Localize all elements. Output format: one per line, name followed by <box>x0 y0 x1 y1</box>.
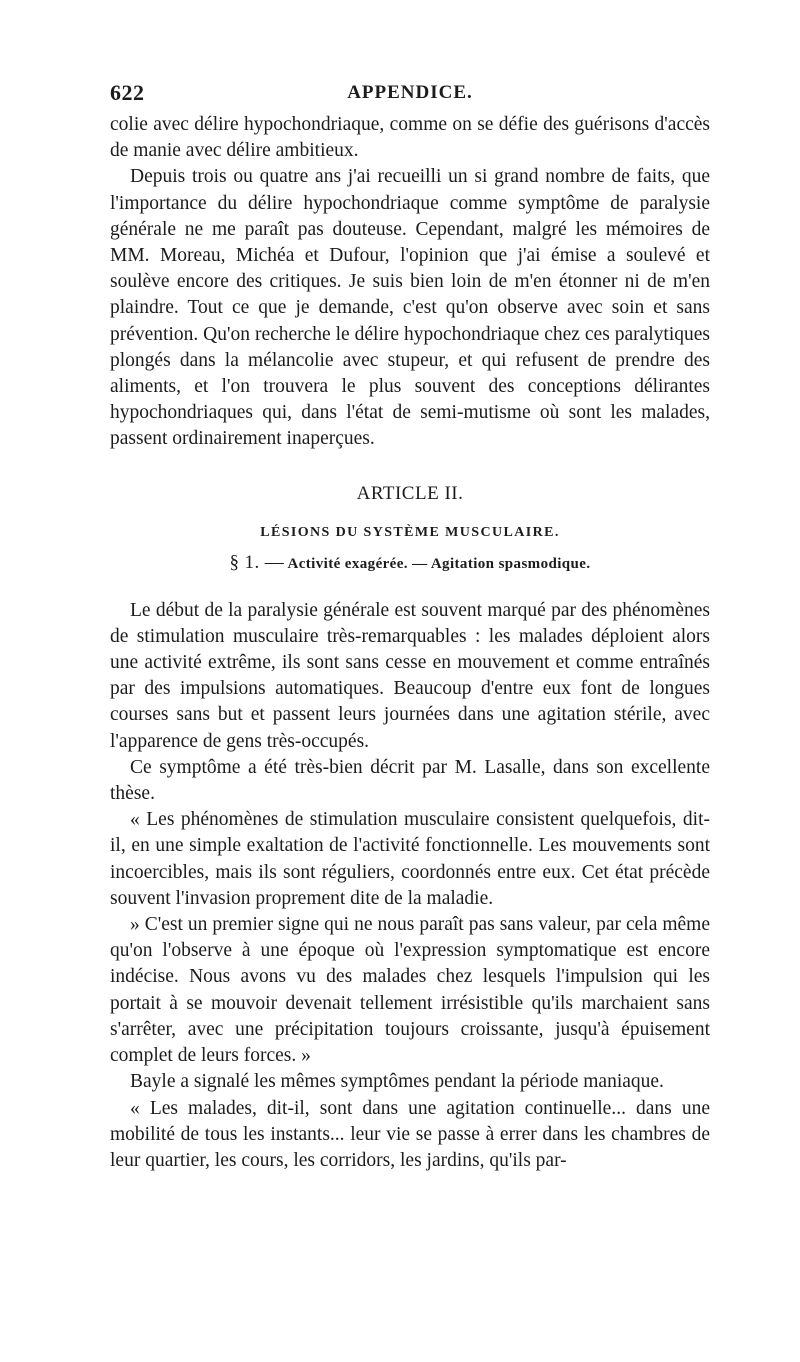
paragraph: « Les phénomènes de stimulation musculaire consistent quelquefois, dit-il, en une simple exaltation de l'activité fonctionnelle. Les mouvements sont incoercibles, mais ils sont réguliers, coordonnés entre eux. Cet état précède souvent l'invasion proprement dite de la maladie. <box>110 809 710 909</box>
paragraph: Le début de la paralysie générale est souvent marqué par des phénomènes de stimulation musculaire très-remarquables : les malades déploient alors une activité extrême, ils sont sans cesse en mouvement et comme entraînés par des impulsions automatiques. Beaucoup d'entre eux font de longues courses sans but et passent leurs journées dans une agitation stérile, avec l'apparence de gens très-occupés. <box>110 599 710 752</box>
paragraph: colie avec délire hypochondriaque, comme on se défie des guérisons d'accès de manie avec délire ambitieux. <box>110 114 710 162</box>
paragraph: Depuis trois ou quatre ans j'ai recueilli un si grand nombre de faits, que l'importance du délire hypochondriaque comme symptôme de paralysie générale ne me paraît pas douteuse. Cependant, malgré les mémoires de MM. Moreau, Michéa et Dufour, l'opinion que j'ai émise a soulevé et soulève encore des critiques. Je suis bien loin de m'en étonner ni de m'en plaindre. Tout ce que je demande, c'est qu'on observe avec soin et sans prévention. Qu'on recherche le délire hypochondriaque chez ces paralytiques plongés dans la mélancolie avec stupeur, et qui refusent de prendre des aliments, et l'on trouvera le plus souvent des conceptions délirantes hypochondriaques qui, dans l'état de semi-mutisme où sont les malades, passent ordinairement inaperçues. <box>110 166 710 450</box>
section-title: LÉSIONS DU SYSTÈME MUSCULAIRE. <box>260 524 560 540</box>
paragraph: Bayle a signalé les mêmes symptômes pendant la période maniaque. <box>130 1071 664 1093</box>
body-text <box>110 112 710 1174</box>
subsection-heading <box>110 551 710 576</box>
article-title: ARTICLE II. <box>356 482 464 504</box>
paragraph: » C'est un premier signe qui ne nous paraît pas sans valeur, par cela même qu'on l'observe à une époque où l'expression symptomatique est encore indécise. Nous avons vu des malades chez lesquels l'impulsion qui les portait à se mouvoir devenait tellement irrésistible qu'ils marchaient sans s'arrêter, avec une précipitation toujours croissante, jusqu'à épuisement complet de leurs forces. » <box>110 914 710 1067</box>
subsection-title: Activité exagérée. — Agitation spasmodique. <box>287 555 591 572</box>
paragraph: « Les malades, dit-il, sont dans une agitation continuelle... dans une mobilité de tous les instants... leur vie se passe à errer dans les chambres de leur quartier, les cours, les corridors, les jardins, qu'ils par- <box>110 1097 710 1171</box>
page-number: 622 <box>110 80 145 105</box>
running-head: APPENDICE. <box>347 82 473 103</box>
page-header <box>110 80 710 110</box>
paragraph: Ce symptôme a été très-bien décrit par M. Lasalle, dans son excellente thèse. <box>110 756 710 805</box>
subsection-number: § 1. — <box>229 551 285 573</box>
